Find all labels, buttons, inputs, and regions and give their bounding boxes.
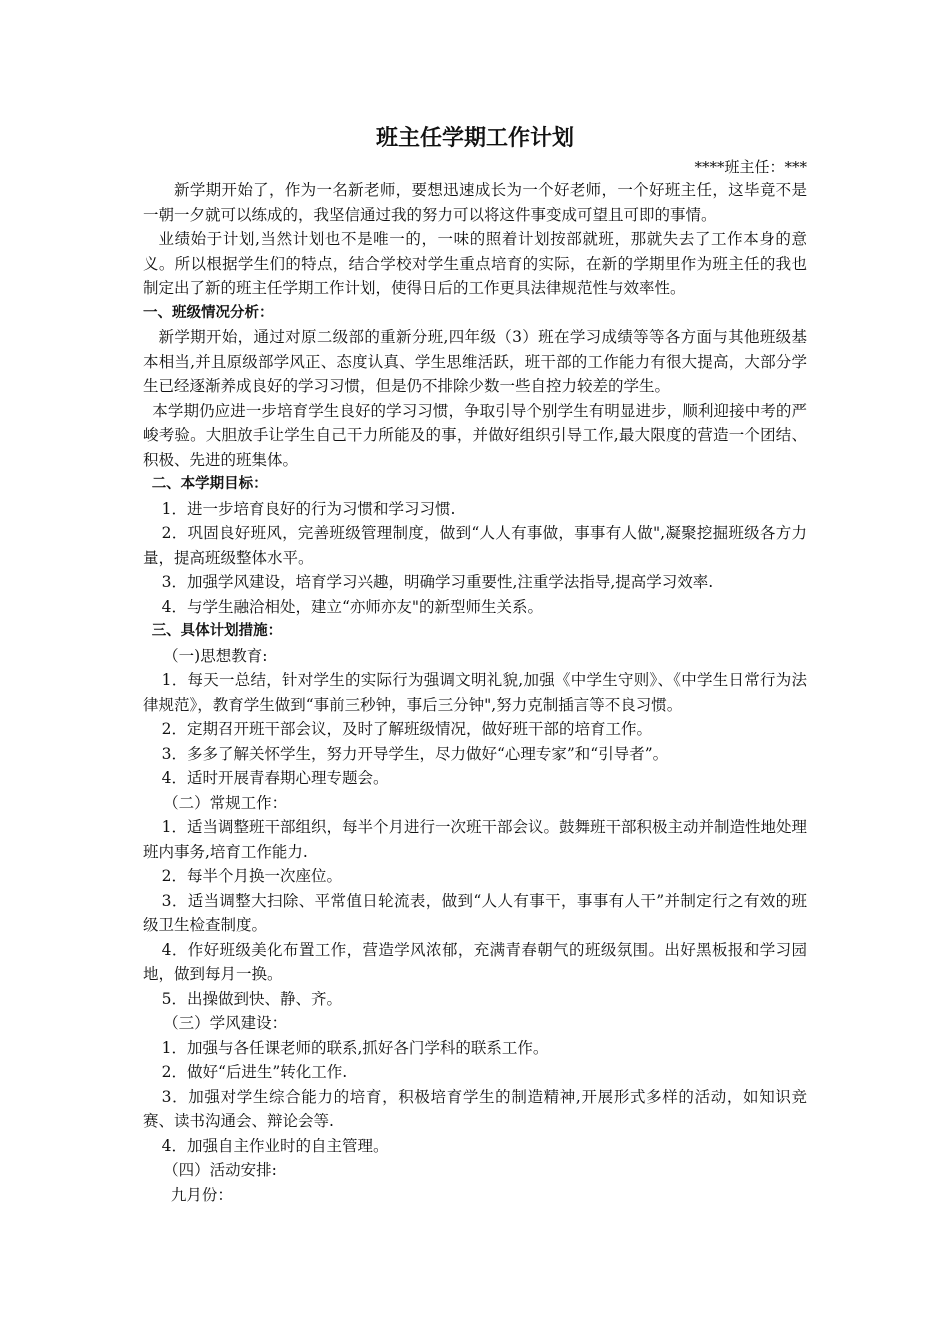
subsection2-item-2: 2．每半个月换一次座位。 bbox=[161, 867, 342, 885]
document-title: 班主任学期工作计划 bbox=[375, 126, 574, 151]
section2-heading: 二、本学期目标： bbox=[151, 476, 268, 492]
section2-item-3: 3．加强学风建设，培育学习兴趣，明确学习重要性,注重学法指导,提高学习效率. bbox=[161, 573, 714, 591]
subsection1-item-4: 4．适时开展青春期心理专题会。 bbox=[161, 769, 389, 787]
section2-item-4: 4．与学生融洽相处，建立“亦师亦友"的新型师生关系。 bbox=[161, 597, 544, 616]
subsection2-item-5: 5．出操做到快、静、齐。 bbox=[161, 989, 342, 1008]
subsection1-item-1: 1．每天一总结，针对学生的实际行为强调文明礼貌,加强《中学生守则》、《中学生日常行为法律规范》，教育学生做到“事前三秒钟，事后三分钟",努力克制插言等不良习惯。 bbox=[143, 671, 807, 714]
subsection1-item-2: 2．定期召开班干部会议，及时了解班级情况，做好班干部的培育工作。 bbox=[161, 720, 652, 738]
subsection1-title: （一)思想教育: bbox=[163, 646, 268, 665]
section2-item-2: 2．巩固良好班风，完善班级管理制度，做到“人人有事做，事事有人做",凝聚挖掘班级各方力量，提高班级整体水平。 bbox=[143, 524, 807, 567]
intro-paragraph-2: 业绩始于计划,当然计划也不是唯一的，一味的照着计划按部就班，那就失去了工作本身的意义。所以根据学生们的特点，结合学校对学生重点培育的实际，在新的学期里作为班主任的我也制定出了新的班主任学期工作计划，使得日后的工作更具法律规范性与效率性。 bbox=[143, 230, 807, 297]
subsection3-item-3: 3．加强对学生综合能力的培育，积极培育学生的制造精神,开展形式多样的活动，如知识竞赛、读书沟通会、辩论会等. bbox=[143, 1087, 807, 1130]
section1-heading: 一、班级情况分析： bbox=[143, 304, 274, 321]
subsection3-item-2: 2．做好“后进生”转化工作. bbox=[161, 1063, 348, 1081]
section3-heading: 三、具体计划措施： bbox=[151, 623, 283, 639]
author-line: ****班主任：*** bbox=[694, 158, 807, 176]
subsection3-item-1: 1．加强与各任课老师的联系,抓好各门学科的联系工作。 bbox=[161, 1038, 549, 1057]
subsection3-item-4: 4．加强自主作业时的自主管理。 bbox=[161, 1136, 389, 1155]
intro-paragraph-1: 新学期开始了，作为一名新老师，要想迅速成长为一个好老师，一个好班主任，这毕竟不是一朝一夕就可以练成的，我坚信通过我的努力可以将这件事变成可望且可即的事情。 bbox=[143, 181, 807, 224]
subsection2-item-1: 1．适当调整班干部组织，每半个月进行一次班干部会议。鼓舞班干部积极主动并制造性地处理班内事务,培育工作能力. bbox=[143, 818, 807, 861]
section1-paragraph-2: 本学期仍应进一步培育学生良好的学习习惯，争取引导个别学生有明显进步，顺利迎接中考的严峻考验。大胆放手让学生自己干力所能及的事，并做好组织引导工作,最大限度的营造一个团结、积极、先进的班集体。 bbox=[143, 401, 807, 469]
subsection2-title: （二）常规工作： bbox=[163, 793, 288, 812]
subsection3-title: （三）学风建设： bbox=[163, 1014, 288, 1032]
subsection2-item-4: 4．作好班级美化布置工作，营造学风浓郁，充满青春朝气的班级氛围。出好黑板报和学习园地，做到每月一换。 bbox=[143, 940, 807, 983]
subsection1-item-3: 3．多多了解关怀学生，努力开导学生，尽力做好“心理专家”和“引导者”。 bbox=[161, 744, 669, 763]
subsection4-title: （四）活动安排: bbox=[163, 1161, 277, 1179]
subsection2-item-3: 3．适当调整大扫除、平常值日轮流表，做到“人人有事干，事事有人干”并制定行之有效的班级卫生检查制度。 bbox=[143, 891, 807, 934]
month-label: 九月份： bbox=[170, 1185, 233, 1204]
section1-paragraph-1: 新学期开始，通过对原二级部的重新分班,四年级（3）班在学习成绩等等各方面与其他班级基本相当,并且原级部学风正、态度认真、学生思维活跃，班干部的工作能力有很大提高，大部分学生已经逐渐养成良好的学习习惯，但是仍不排除少数一些自控力较差的学生。 bbox=[143, 328, 807, 395]
section2-item-1: 1．进一步培育良好的行为习惯和学习习惯. bbox=[161, 499, 456, 518]
